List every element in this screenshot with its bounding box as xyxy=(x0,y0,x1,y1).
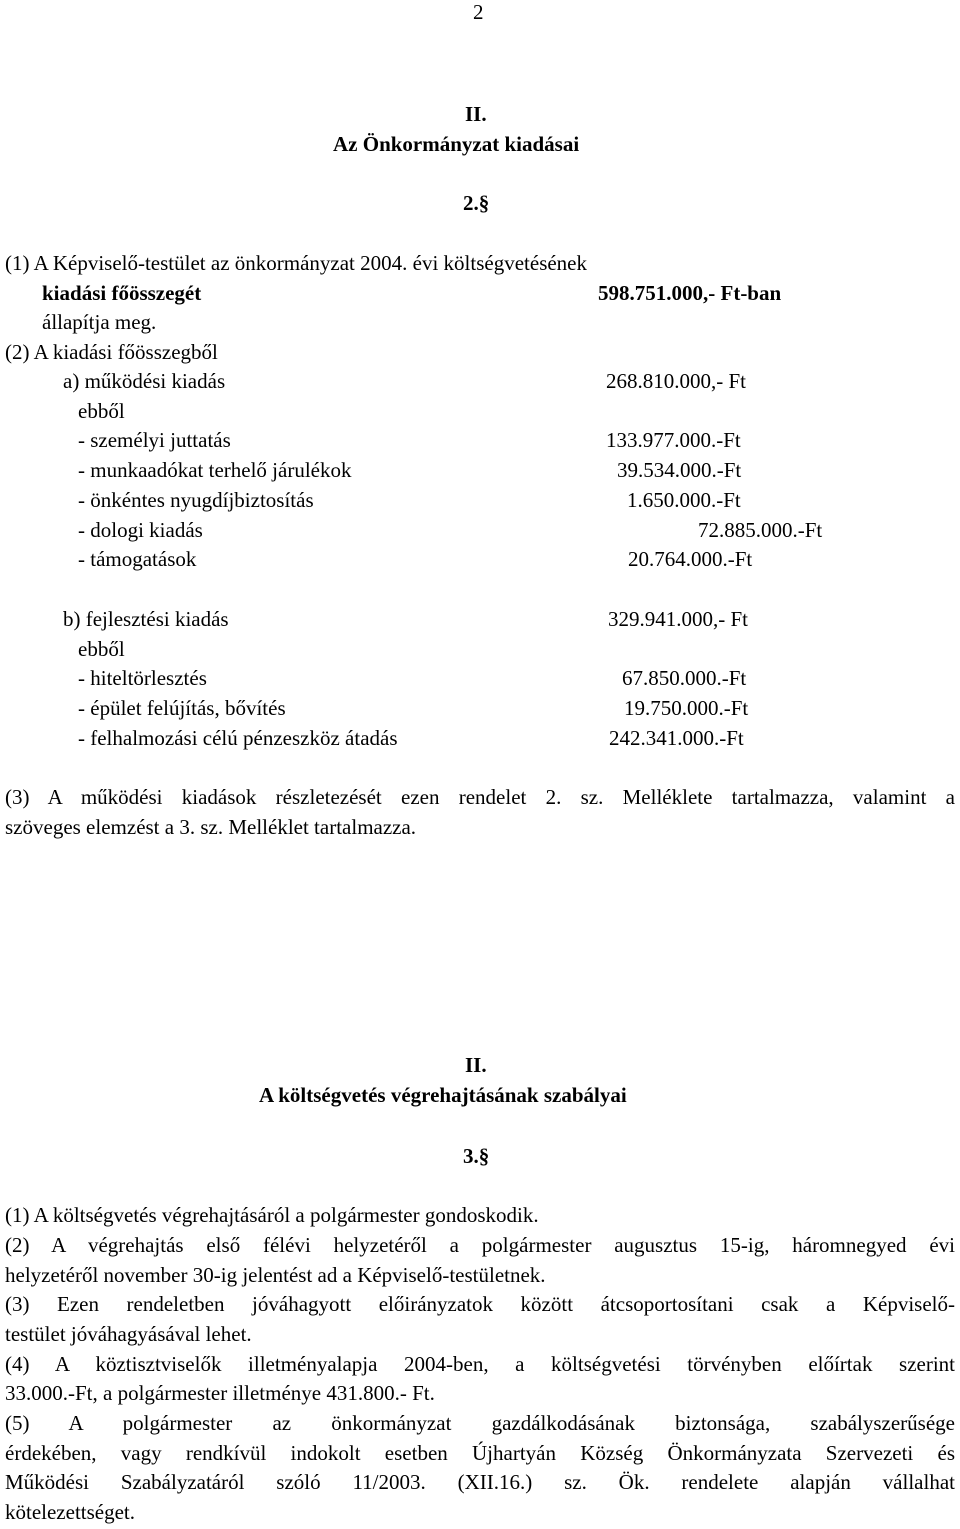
expense-item-label: - épület felújítás, bővítés xyxy=(78,696,286,720)
development-expense-label: b) fejlesztési kiadás xyxy=(63,607,229,631)
expense-item-label: - támogatások xyxy=(78,547,197,571)
expense-item-amount: 1.650.000.-Ft xyxy=(627,488,741,512)
rule-paragraph-2-cont: helyzetéről november 30-ig jelentést ad a Képviselő-testületnek. xyxy=(5,1263,546,1287)
rule-paragraph-4-cont: 33.000.-Ft, a polgármester illetménye 431.800.- Ft. xyxy=(5,1381,435,1405)
section-roman-numeral: II. xyxy=(465,1053,487,1077)
p3-line2: szöveges elemzést a 3. sz. Melléklet tartalmazza. xyxy=(5,815,417,839)
page-number: 2 xyxy=(473,0,484,24)
expense-item-amount: 72.885.000.-Ft xyxy=(698,518,823,542)
expense-item-amount: 20.764.000.-Ft xyxy=(628,547,753,571)
rule-paragraph-5-cont: kötelezettséget. xyxy=(5,1500,136,1524)
p1-line3: állapítja meg. xyxy=(42,310,157,334)
expense-item-label: - felhalmozási célú pénzeszköz átadás xyxy=(78,726,398,750)
p2-intro: (2) A kiadási főösszegből xyxy=(5,340,218,364)
expense-item-amount: 242.341.000.-Ft xyxy=(609,726,744,750)
operating-ebbol: ebből xyxy=(78,399,125,423)
rule-paragraph-5-cont: Működési Szabályzatáról szóló 11/2003. (XII.16.) sz. Ök. rendelete alapján vállalhat xyxy=(5,1470,955,1494)
operating-expense-label: a) működési kiadás xyxy=(63,369,226,393)
development-expense-amount: 329.941.000,- Ft xyxy=(608,607,749,631)
p1-total-label: kiadási főösszegét xyxy=(42,281,202,305)
expense-item-label: - személyi juttatás xyxy=(78,428,231,452)
rule-paragraph-3-cont: testület jóváhagyásával lehet. xyxy=(5,1322,252,1346)
rule-paragraph-3: (3) Ezen rendeletben jóváhagyott előirányzatok között átcsoportosítani csak a Képviselő- xyxy=(5,1292,955,1316)
rule-paragraph-5: (5) A polgármester az önkormányzat gazdálkodásának biztonsága, szabályszerűsége xyxy=(5,1411,955,1435)
expense-item-amount: 67.850.000.-Ft xyxy=(622,666,747,690)
expense-item-label: - önkéntes nyugdíjbiztosítás xyxy=(78,488,314,512)
rule-paragraph-2: (2) A végrehajtás első félévi helyzetéről a polgármester augusztus 15-ig, háromnegyed évi xyxy=(5,1233,955,1257)
operating-expense-amount: 268.810.000,- Ft xyxy=(606,369,747,393)
paragraph-number: 3.§ xyxy=(463,1144,490,1168)
expense-item-amount: 19.750.000.-Ft xyxy=(624,696,749,720)
section-title: Az Önkormányzat kiadásai xyxy=(333,132,580,156)
expense-item-label: - dologi kiadás xyxy=(78,518,203,542)
expense-item-amount: 39.534.000.-Ft xyxy=(617,458,742,482)
section-roman-numeral: II. xyxy=(465,102,487,126)
expense-item-label: - munkaadókat terhelő járulékok xyxy=(78,458,352,482)
rule-paragraph-5-cont: érdekében, vagy rendkívül indokolt esetben Újhartyán Község Önkormányzata Szervezeti és xyxy=(5,1441,955,1465)
p1-line1: (1) A Képviselő-testület az önkormányzat 2004. évi költségvetésének xyxy=(5,251,588,275)
p3-line1: (3) A működési kiadások részletezését ezen rendelet 2. sz. Melléklete tartalmazza, valamint a xyxy=(5,785,955,809)
development-ebbol: ebből xyxy=(78,637,125,661)
rule-paragraph-1: (1) A költségvetés végrehajtásáról a polgármester gondoskodik. xyxy=(5,1203,539,1227)
section-title: A költségvetés végrehajtásának szabályai xyxy=(259,1083,627,1107)
rule-paragraph-4: (4) A köztisztviselők illetményalapja 2004-ben, a költségvetési törvényben előírtak szerint xyxy=(5,1352,955,1376)
p1-total-amount: 598.751.000,- Ft-ban xyxy=(598,281,782,305)
expense-item-amount: 133.977.000.-Ft xyxy=(606,428,741,452)
expense-item-label: - hiteltörlesztés xyxy=(78,666,207,690)
paragraph-number: 2.§ xyxy=(463,191,490,215)
